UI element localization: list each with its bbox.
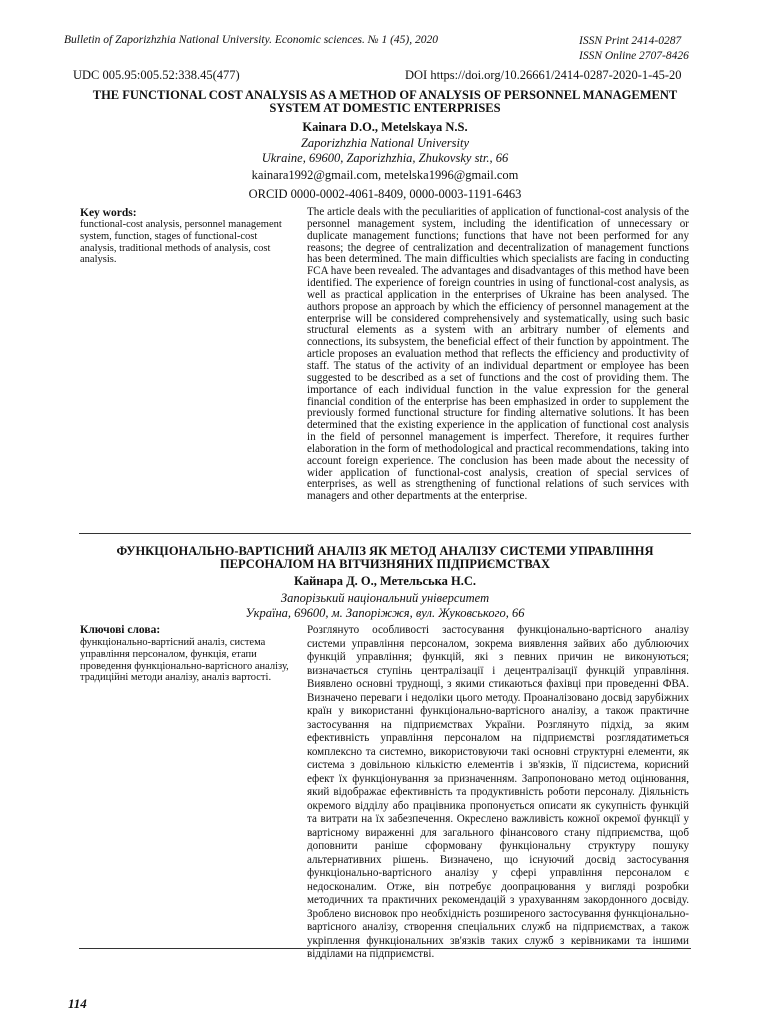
keywords-en: functional-cost analysis, personnel management system, function, stages of functional-cost analysis, traditional methods of analysis, cost analysis. — [80, 219, 282, 266]
doi-link[interactable]: DOI https://doi.org/10.26661/2414-0287-2020-1-45-20 — [405, 68, 682, 82]
address-ua: Україна, 69600, м. Запоріжжя, вул. Жуковського, 66 — [245, 606, 525, 620]
affiliation-ua: Запорізький національний університет — [280, 591, 490, 605]
section-divider — [79, 533, 691, 534]
author-emails[interactable]: kainara1992@gmail.com, metelska1996@gmail.com — [251, 168, 519, 182]
page-number: 114 — [68, 996, 87, 1011]
keywords-heading-en: Key words: — [80, 207, 137, 219]
title-en-line2: SYSTEM AT DOMESTIC ENTERPRISES — [269, 101, 501, 115]
journal-header: Bulletin of Zaporizhzhia National University. Economic sciences. № 1 (45), 2020 — [64, 34, 439, 46]
issn-block — [579, 34, 689, 64]
address-en: Ukraine, 69600, Zaporizhzhia, Zhukovsky str., 66 — [261, 151, 509, 165]
authors-en: Kainara D.O., Metelskaya N.S. — [302, 120, 468, 134]
keywords-heading-ua: Ключові слова: — [80, 624, 161, 636]
keywords-ua: функціонально-вартісний аналіз, система управління персоналом, функція, етапи проведення функціонально-вартісного аналізу, традиційні методи аналізу, аналіз вартості. — [80, 637, 289, 684]
title-en-line1: THE FUNCTIONAL COST ANALYSIS AS A METHOD OF ANALYSIS OF PERSONNEL MANAGEMENT — [92, 88, 678, 102]
issn-print: ISSN Print 2414-0287 — [579, 35, 682, 47]
title-ua-line1: ФУНКЦІОНАЛЬНО-ВАРТІСНИЙ АНАЛІЗ ЯК МЕТОД АНАЛІЗУ СИСТЕМИ УПРАВЛІННЯ — [116, 544, 654, 558]
authors-ua: Кайнара Д. О., Метельська Н.С. — [293, 574, 477, 588]
article-title-en — [70, 89, 700, 115]
article-title-ua — [70, 545, 700, 571]
title-ua-line2: ПЕРСОНАЛОМ НА ВІТЧИЗНЯНИХ ПІДПРИЄМСТВАХ — [219, 557, 551, 571]
orcid-ids: ORCID 0000-0002-4061-8409, 0000-0003-1191-6463 — [248, 187, 522, 201]
abstract-ua: Розглянуто особливості застосування функціонально-вартісного аналізу системи управління персоналом, зокрема виявлення зайвих або дублюючих функцій управління; функцій, які з певних причин не виконуються; визначається ступінь централізації і децентралізації функцій управління. Виявлено основні труднощі, з якими стикаються фахівці при проведенні ФВА. Визначено переваги і недоліки цього методу. Проаналізовано досвід зарубіжних країн у використанні функціонально-вартісного аналізу, а також практичне застосування на підприємствах України. Розглянуто підхід, за яким ефективність управління персоналом на підприємстві розглядатиметься комплексно та системно, використовуючи такі основні структурні елементи, як система з довільною кількістю елементів і зв'язків, її підсистема, корисний ефект їх функціонування за призначенням. Запропоновано метод оцінювання, який відображає ефективність та продуктивність роботи персоналу. Діяльність окремого відділу або працівника пропонується описати як сукупність функцій та витрати на їх забезпечення. Окреслено важливість кожної окремої функції у вартісному вираженні для загального фінансового стану підприємства, щоб доповнити раніше сформовану функціональну структуру пошуку альтернативних рішень. Визначено, що існуючий досвід застосування функціонально-вартісного аналізу у сфері управління персоналом є недосконалим. Отже, він потребує доопрацювання у вигляді розробки методичних та практичних рекомендацій з урахуванням закордонного досвіду. Зроблено висновок про необхідність розширеного застосування функціонально-вартісного аналізу, створення спеціальних служб на підприємствах, а також укріплення функціональних зв'язків таких служб з керівниками та іншими відділами на підприємстві. — [307, 624, 689, 960]
udc-code: UDC 005.95:005.52:338.45(477) — [73, 68, 240, 82]
issn-online: ISSN Online 2707-8426 — [579, 50, 689, 62]
abstract-en: The article deals with the peculiarities of application of functional-cost analysis of the personnel management system, including the identification of unnecessary or duplicate management functions; functions that have not been performed for any reasons; the degree of centralization and decentralization of management functions has been determined. The main difficulties which specialists are facing in conducting FCA have been revealed. The advantages and disadvantages of this method have been identified. The experience of foreign countries in using of functional-cost analysis, as well as practical application in the enterprises of Ukraine has been analysed. The authors propose an approach by which the efficiency of personnel management at the enterprise will be considered comprehensively and systematically, using such basic structural elements as a system with an arbitrary number of elements and connections, its subsystem, the beneficial effect of their function by appointment. The article proposes an evaluation method that reflects the efficiency and productivity of staff. The status of the activity of an individual department or employee has been suggested to be described as a set of functions and the cost of providing them. The importance of each individual function in the value expression for the general financial condition of the enterprise has been emphasized in order to supplement the previously formed functional structure for finding alternative solutions. It has been determined that the existing experience in the application of functional cost analysis in the field of personnel management is imperfect. Therefore, it requires further elaboration in the form of methodological and practical recommendations, taking into account foreign experience. The conclusion has been made about the necessity of wider application of functional-cost analysis, creation of special services of enterprises, as well as strengthening of functional relations of such services with managers and other departments at the enterprise. — [307, 206, 689, 503]
affiliation-en: Zaporizhzhia National University — [300, 136, 470, 150]
footer-divider — [79, 948, 691, 949]
